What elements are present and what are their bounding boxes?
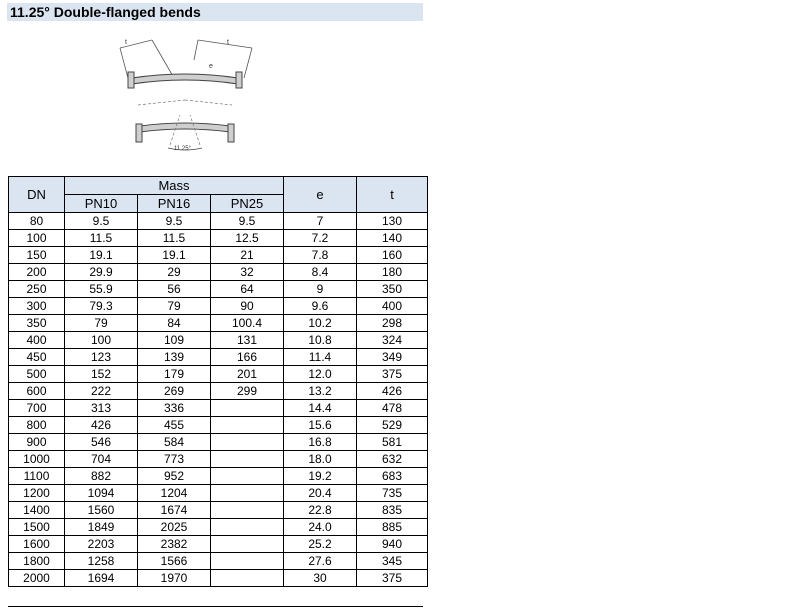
cell-pn16: 773: [138, 451, 211, 468]
cell-pn16: 2025: [138, 519, 211, 536]
cell-pn16: 455: [138, 417, 211, 434]
cell-pn25: [211, 536, 284, 553]
t-label-left: t: [125, 39, 127, 46]
cell-pn25: [211, 451, 284, 468]
cell-e: 13.2: [284, 383, 357, 400]
cell-pn10: 313: [65, 400, 138, 417]
header-pn10: PN10: [65, 195, 138, 213]
cell-dn: 200: [9, 264, 65, 281]
cell-e: 22.8: [284, 502, 357, 519]
cell-e: 16.8: [284, 434, 357, 451]
cell-e: 7.2: [284, 230, 357, 247]
table-row: [9, 383, 428, 400]
cell-t: 478: [357, 400, 428, 417]
table-row: [9, 264, 428, 281]
cell-dn: 100: [9, 230, 65, 247]
cell-dn: 350: [9, 315, 65, 332]
cell-dn: 1400: [9, 502, 65, 519]
cell-pn10: 19.1: [65, 247, 138, 264]
cell-pn25: [211, 502, 284, 519]
cell-dn: 1000: [9, 451, 65, 468]
cell-e: 7: [284, 213, 357, 230]
cell-pn16: 1970: [138, 570, 211, 587]
cell-pn16: 19.1: [138, 247, 211, 264]
cell-pn16: 952: [138, 468, 211, 485]
cell-dn: 1600: [9, 536, 65, 553]
cell-t: 835: [357, 502, 428, 519]
cell-pn25: 166: [211, 349, 284, 366]
cell-t: 345: [357, 553, 428, 570]
cell-dn: 500: [9, 366, 65, 383]
header-dn: DN: [9, 177, 65, 213]
cell-e: 14.4: [284, 400, 357, 417]
cell-dn: 150: [9, 247, 65, 264]
cell-t: 375: [357, 366, 428, 383]
cell-pn25: 12.5: [211, 230, 284, 247]
bend-diagram: [110, 30, 270, 160]
cell-pn10: 1849: [65, 519, 138, 536]
cell-pn10: 152: [65, 366, 138, 383]
cell-pn25: [211, 417, 284, 434]
cell-pn25: [211, 468, 284, 485]
header-e: e: [284, 177, 357, 213]
cell-dn: 1500: [9, 519, 65, 536]
cell-pn25: 21: [211, 247, 284, 264]
cell-e: 10.8: [284, 332, 357, 349]
table-row: [9, 298, 428, 315]
cell-pn10: 546: [65, 434, 138, 451]
cell-pn10: 1258: [65, 553, 138, 570]
table-row: [9, 485, 428, 502]
cell-e: 25.2: [284, 536, 357, 553]
cell-t: 140: [357, 230, 428, 247]
cell-t: 885: [357, 519, 428, 536]
cell-e: 27.6: [284, 553, 357, 570]
cell-pn16: 56: [138, 281, 211, 298]
cell-e: 9.6: [284, 298, 357, 315]
cell-pn25: 201: [211, 366, 284, 383]
table-row: [9, 519, 428, 536]
bottom-divider: [8, 606, 423, 607]
cell-pn25: [211, 519, 284, 536]
cell-t: 349: [357, 349, 428, 366]
cell-e: 18.0: [284, 451, 357, 468]
cell-pn25: 90: [211, 298, 284, 315]
cell-e: 15.6: [284, 417, 357, 434]
cell-t: 683: [357, 468, 428, 485]
spec-table: [8, 176, 428, 587]
cell-pn16: 84: [138, 315, 211, 332]
t-label-right: t: [227, 39, 229, 46]
cell-t: 426: [357, 383, 428, 400]
cell-pn10: 1560: [65, 502, 138, 519]
cell-pn25: 64: [211, 281, 284, 298]
table-row: [9, 281, 428, 298]
table-row: [9, 502, 428, 519]
table-row: [9, 434, 428, 451]
cell-pn16: 109: [138, 332, 211, 349]
cell-pn16: 584: [138, 434, 211, 451]
cell-e: 19.2: [284, 468, 357, 485]
table-row: [9, 247, 428, 264]
cell-t: 180: [357, 264, 428, 281]
cell-pn10: 29.9: [65, 264, 138, 281]
cell-pn16: 11.5: [138, 230, 211, 247]
cell-pn10: 79.3: [65, 298, 138, 315]
title-bar: [7, 3, 423, 21]
cell-pn25: [211, 485, 284, 502]
cell-pn25: 131: [211, 332, 284, 349]
cell-pn25: 9.5: [211, 213, 284, 230]
cell-pn10: 79: [65, 315, 138, 332]
cell-pn25: 32: [211, 264, 284, 281]
cell-pn10: 704: [65, 451, 138, 468]
cell-t: 529: [357, 417, 428, 434]
cell-pn16: 79: [138, 298, 211, 315]
cell-pn10: 882: [65, 468, 138, 485]
cell-pn16: 179: [138, 366, 211, 383]
table-row: [9, 536, 428, 553]
table-row: [9, 417, 428, 434]
cell-e: 12.0: [284, 366, 357, 383]
cell-pn25: 100.4: [211, 315, 284, 332]
cell-t: 400: [357, 298, 428, 315]
cell-pn10: 11.5: [65, 230, 138, 247]
table-row: [9, 468, 428, 485]
cell-dn: 600: [9, 383, 65, 400]
cell-e: 10.2: [284, 315, 357, 332]
header-t: t: [357, 177, 428, 213]
cell-dn: 300: [9, 298, 65, 315]
table-row: [9, 349, 428, 366]
cell-pn16: 269: [138, 383, 211, 400]
cell-dn: 1200: [9, 485, 65, 502]
table-row: [9, 400, 428, 417]
cell-pn16: 2382: [138, 536, 211, 553]
table-row: [9, 213, 428, 230]
cell-pn10: 222: [65, 383, 138, 400]
cell-t: 324: [357, 332, 428, 349]
cell-dn: 80: [9, 213, 65, 230]
cell-pn10: 123: [65, 349, 138, 366]
cell-dn: 450: [9, 349, 65, 366]
cell-dn: 2000: [9, 570, 65, 587]
cell-t: 160: [357, 247, 428, 264]
cell-t: 632: [357, 451, 428, 468]
cell-pn16: 9.5: [138, 213, 211, 230]
cell-pn10: 1694: [65, 570, 138, 587]
cell-pn16: 139: [138, 349, 211, 366]
cell-e: 20.4: [284, 485, 357, 502]
cell-pn16: 336: [138, 400, 211, 417]
cell-t: 375: [357, 570, 428, 587]
table-row: [9, 332, 428, 349]
cell-pn25: [211, 553, 284, 570]
cell-pn16: 29: [138, 264, 211, 281]
page-title: 11.25° Double-flanged bends: [10, 4, 201, 20]
spec-table-body: [9, 213, 428, 587]
cell-dn: 900: [9, 434, 65, 451]
cell-pn10: 1094: [65, 485, 138, 502]
cell-e: 7.8: [284, 247, 357, 264]
cell-dn: 400: [9, 332, 65, 349]
table-row: [9, 553, 428, 570]
header-mass: Mass: [65, 177, 284, 195]
header-pn25: PN25: [211, 195, 284, 213]
cell-t: 581: [357, 434, 428, 451]
cell-pn10: 426: [65, 417, 138, 434]
cell-e: 9: [284, 281, 357, 298]
cell-pn10: 100: [65, 332, 138, 349]
table-row: [9, 570, 428, 587]
table-row: [9, 315, 428, 332]
cell-t: 940: [357, 536, 428, 553]
cell-dn: 1800: [9, 553, 65, 570]
cell-t: 350: [357, 281, 428, 298]
header-pn16: PN16: [138, 195, 211, 213]
cell-t: 130: [357, 213, 428, 230]
cell-pn25: [211, 570, 284, 587]
table-row: [9, 230, 428, 247]
cell-pn16: 1204: [138, 485, 211, 502]
cell-pn16: 1566: [138, 553, 211, 570]
cell-e: 30: [284, 570, 357, 587]
cell-e: 8.4: [284, 264, 357, 281]
cell-pn10: 55.9: [65, 281, 138, 298]
cell-dn: 800: [9, 417, 65, 434]
cell-pn25: 299: [211, 383, 284, 400]
angle-label: 11.25°: [174, 146, 191, 152]
cell-pn10: 2203: [65, 536, 138, 553]
cell-e: 11.4: [284, 349, 357, 366]
cell-pn10: 9.5: [65, 213, 138, 230]
cell-pn16: 1674: [138, 502, 211, 519]
e-label: e: [209, 63, 213, 70]
cell-pn25: [211, 434, 284, 451]
cell-pn25: [211, 400, 284, 417]
cell-t: 298: [357, 315, 428, 332]
cell-dn: 250: [9, 281, 65, 298]
cell-dn: 1100: [9, 468, 65, 485]
table-row: [9, 366, 428, 383]
cell-e: 24.0: [284, 519, 357, 536]
table-row: [9, 451, 428, 468]
cell-dn: 700: [9, 400, 65, 417]
cell-t: 735: [357, 485, 428, 502]
